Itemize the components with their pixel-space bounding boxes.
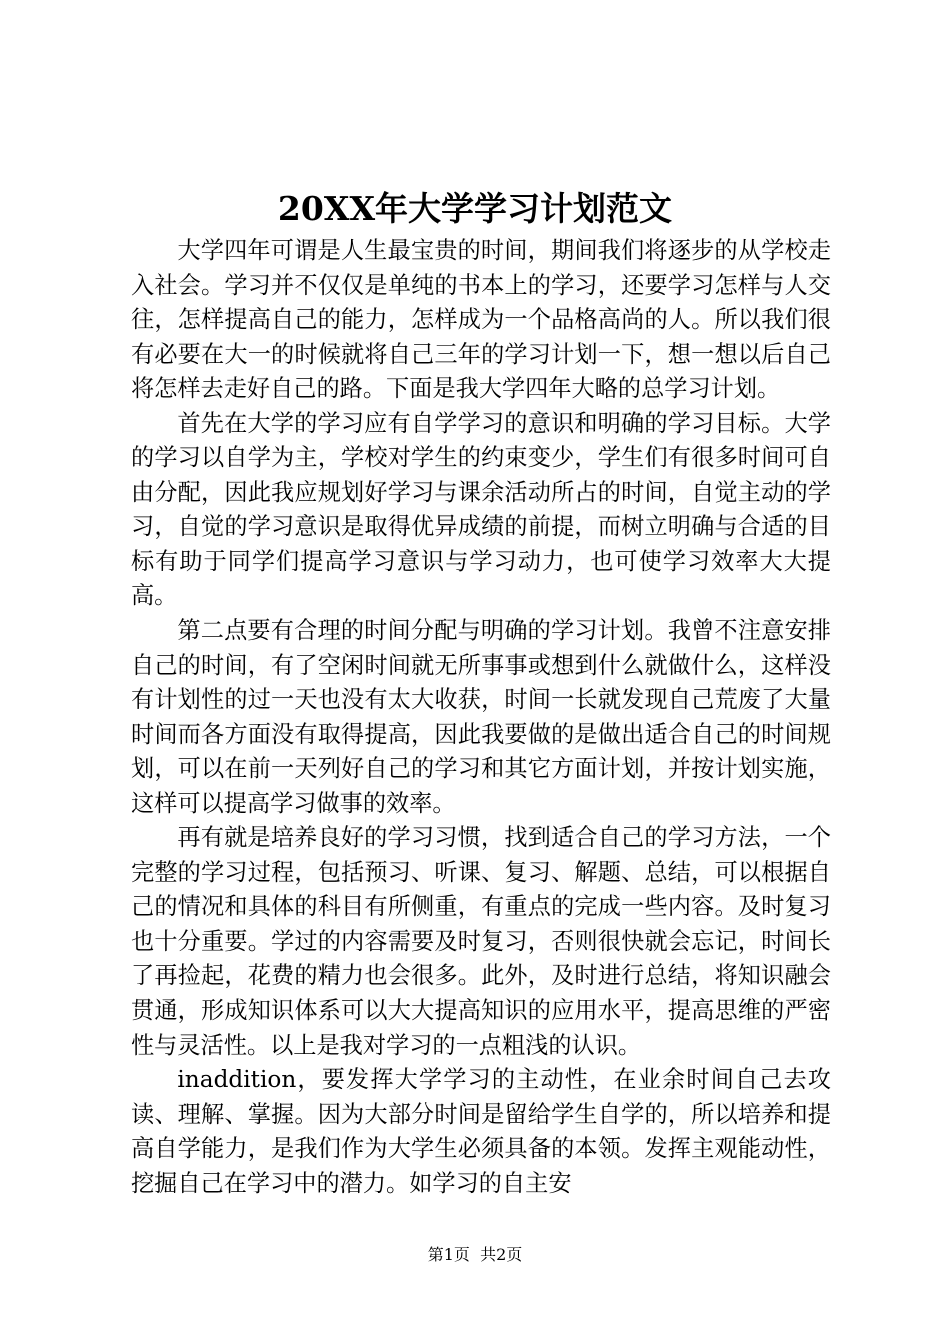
document-title: 20XX年大学学习计划范文 <box>277 189 673 228</box>
paragraph-time-planning: 第二点要有合理的时间分配与明确的学习计划。我曾不注意安排自己的时间，有了空闲时间就无所事事或想到什么就做什么，这样没有计划性的过一天也没有太大收获，时间一长就发现自己荒废了大量时间而各方面没有取得提高，因此我要做的是做出适合自己的时间规划，可以在前一天列好自己的学习和其它方面计划，并按计划实施，这样可以提高学习做事的效率。 <box>131 617 831 817</box>
paragraph-study-habits: 再有就是培养良好的学习习惯，找到适合自己的学习方法，一个完整的学习过程，包括预习、听课、复习、解题、总结，可以根据自己的情况和具体的科目有所侧重，有重点的完成一些内容。及时复习也十分重要。学过的内容需要及时复习，否则很快就会忘记，时间长了再捡起，花费的精力也会很多。此外，及时进行总结，将知识融会贯通，形成知识体系可以大大提高知识的应用水平，提高思维的严密性与灵活性。以上是我对学习的一点粗浅的认识。 <box>131 824 831 1059</box>
paragraph-intro: 大学四年可谓是人生最宝贵的时间，期间我们将逐步的从学校走入社会。学习并不仅仅是单纯的书本上的学习，还要学习怎样与人交往，怎样提高自己的能力，怎样成为一个品格高尚的人。所以我们很有必要在大一的时候就将自己三年的学习计划一下，想一想以后自己将怎样去走好自己的路。下面是我大学四年大略的总学习计划。 <box>131 237 831 403</box>
page-number: 第1页 <box>427 1245 470 1264</box>
footer-spacer <box>470 1245 480 1264</box>
document-body <box>131 234 831 1201</box>
page-footer <box>0 1244 950 1266</box>
paragraph-learning-goals: 首先在大学的学习应有自学学习的意识和明确的学习目标。大学的学习以自学为主，学校对学生的约束变少，学生们有很多时间可自由分配，因此我应规划好学习与课余活动所占的时间，自觉主动的学习，自觉的学习意识是取得优异成绩的前提，而树立明确与合适的目标有助于同学们提高学习意识与学习动力，也可使学习效率大大提高。 <box>131 409 831 610</box>
page-total: 共2页 <box>480 1245 523 1264</box>
paragraph-self-study: inaddition，要发挥大学学习的主动性，在业余时间自己去攻读、理解、掌握。因为大部分时间是留给学生自学的，所以培养和提高自学能力，是我们作为大学生必须具备的本领。发挥主观能动性，挖掘自己在学习中的潜力。如学习的自主安 <box>131 1066 831 1197</box>
